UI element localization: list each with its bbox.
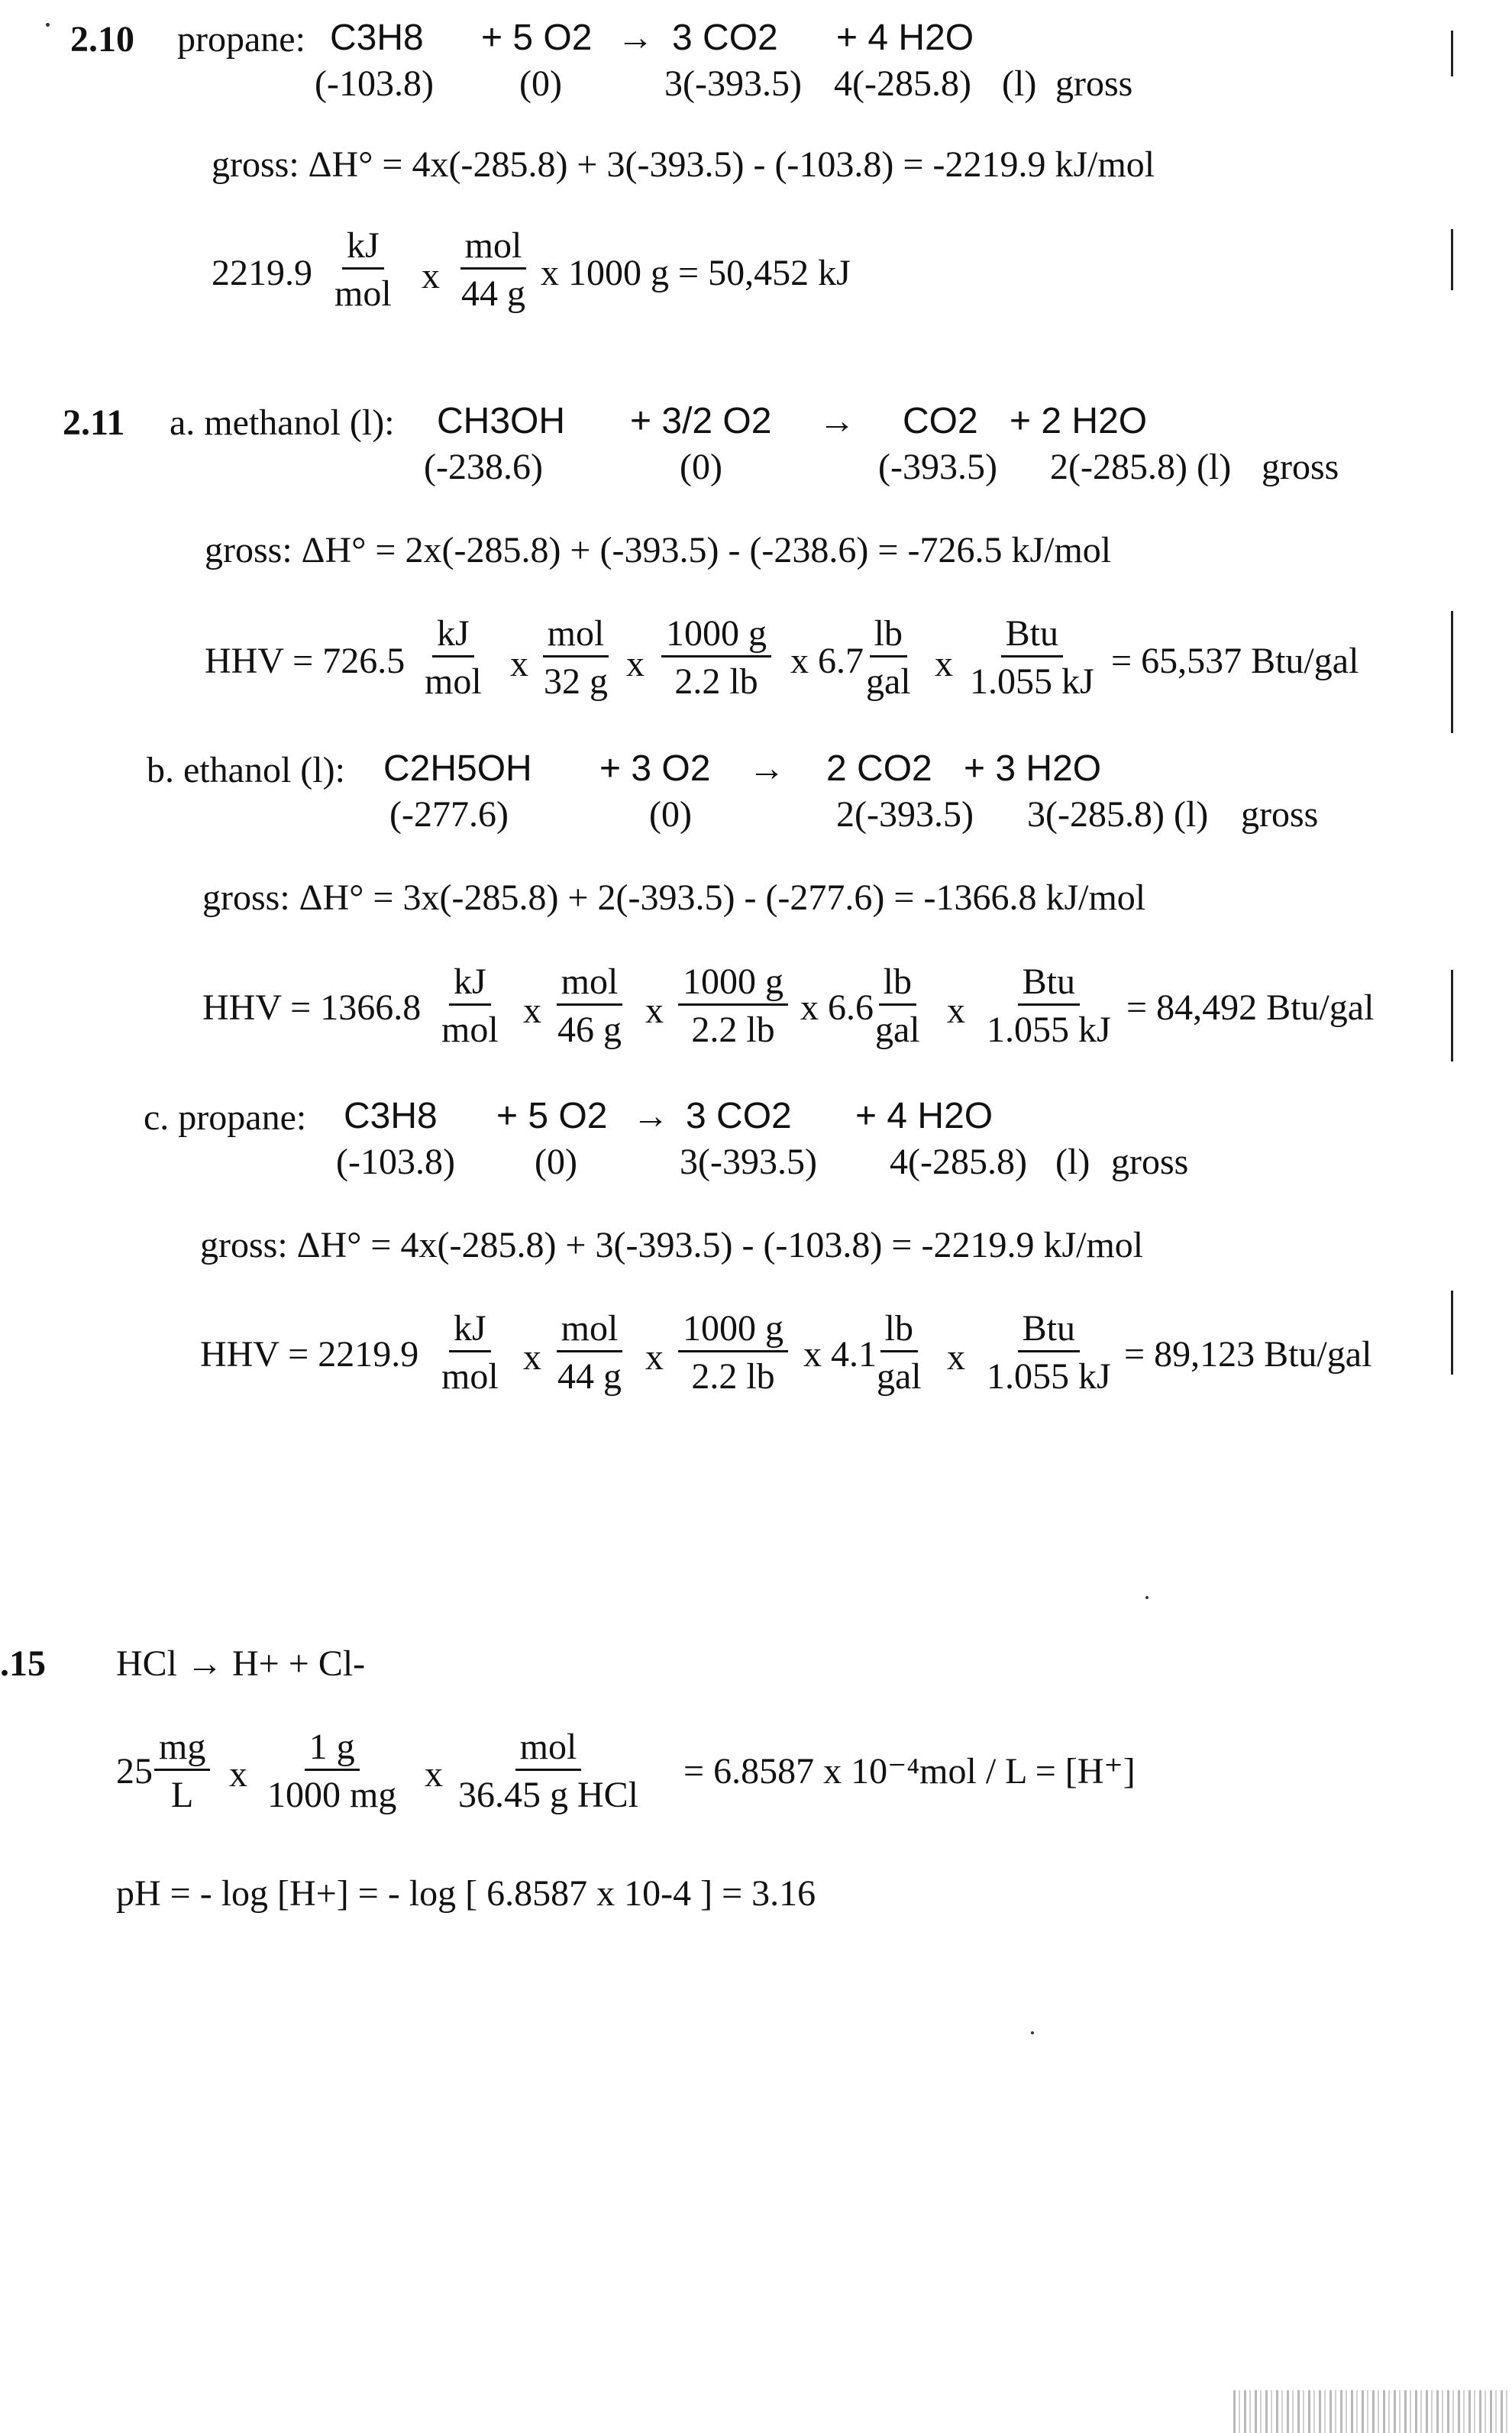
denominator: 44 g bbox=[557, 1356, 622, 1397]
oxygen-term: + 5 O2 bbox=[481, 18, 593, 58]
fraction-mol-per-g bbox=[539, 613, 612, 702]
denominator: mol bbox=[425, 661, 482, 702]
product-h2o: + 4 H2O bbox=[836, 18, 974, 58]
fraction-btu-per-kj bbox=[982, 1310, 1116, 1395]
denominator: 1.055 kJ bbox=[987, 1010, 1111, 1050]
scan-speck bbox=[1145, 1596, 1149, 1599]
fraction-kj-per-mol bbox=[437, 1310, 503, 1395]
scan-speck bbox=[46, 23, 50, 27]
numerator: kJ bbox=[342, 228, 384, 270]
scan-noise bbox=[1233, 2390, 1508, 2433]
enthalpy-value: 4(-285.8) bbox=[890, 1142, 1027, 1182]
gross-label: gross bbox=[1262, 447, 1339, 487]
multiply-sign: x bbox=[422, 256, 440, 296]
denominator: gal bbox=[877, 1356, 922, 1397]
hhv-result: = 65,537 Btu/gal bbox=[1111, 641, 1359, 681]
scan-edge-mark bbox=[1451, 31, 1453, 76]
multiply-sign: x bbox=[947, 990, 965, 1031]
scan-edge-mark bbox=[1451, 611, 1453, 733]
hhv-result: = 89,123 Btu/gal bbox=[1124, 1334, 1372, 1375]
fraction-g-per-lb bbox=[678, 1310, 788, 1395]
scan-edge-mark bbox=[1451, 1291, 1453, 1375]
fraction-mol-per-g bbox=[457, 225, 530, 314]
fraction-mg-per-l bbox=[154, 1729, 210, 1814]
enthalpy-value: (-393.5) bbox=[878, 447, 997, 487]
fraction-lb-per-gal bbox=[861, 613, 916, 702]
density-factor: x 4.1 bbox=[803, 1334, 877, 1375]
phase-label: (l) bbox=[1002, 63, 1037, 104]
gross-label: gross bbox=[1241, 794, 1319, 835]
product-co2: 3 CO2 bbox=[672, 18, 778, 58]
enthalpy-value: 4(-285.8) bbox=[834, 63, 971, 104]
oxygen-term: + 5 O2 bbox=[496, 1096, 608, 1136]
multiply-sign: x bbox=[510, 644, 528, 684]
oxygen-term: + 3/2 O2 bbox=[630, 401, 772, 441]
multiply-sign: x bbox=[626, 644, 645, 684]
hhv-result: = 84,492 Btu/gal bbox=[1126, 987, 1375, 1028]
numerator: lb bbox=[870, 616, 907, 658]
compound-label: c. propane: bbox=[144, 1097, 307, 1138]
reaction-arrow: → bbox=[748, 748, 785, 789]
hhv-lead: HHV = 1366.8 bbox=[202, 987, 422, 1028]
denominator: mol bbox=[441, 1010, 499, 1050]
denominator: 46 g bbox=[557, 1010, 622, 1050]
denominator: gal bbox=[866, 661, 911, 702]
product-h2o: + 2 H2O bbox=[1010, 401, 1148, 441]
density-factor: x 6.7 bbox=[790, 641, 864, 681]
fraction-g-per-lb bbox=[661, 613, 771, 702]
denominator: mol bbox=[441, 1356, 499, 1397]
numerator: kJ bbox=[449, 964, 491, 1006]
enthalpy-value: (-103.8) bbox=[315, 63, 434, 104]
fraction-mol-per-g-hcl bbox=[454, 1729, 643, 1814]
numerator: lb bbox=[879, 964, 916, 1006]
denominator: mol bbox=[334, 273, 392, 314]
problem-number: 2.11 bbox=[63, 402, 125, 443]
numerator: mg bbox=[154, 1729, 210, 1771]
enthalpy-value: (0) bbox=[519, 63, 562, 104]
hhv-lead: HHV = 726.5 bbox=[205, 641, 405, 681]
fraction-kj-per-mol bbox=[437, 961, 503, 1050]
hhv-lead: HHV = 2219.9 bbox=[200, 1334, 419, 1375]
fraction-kj-per-mol bbox=[330, 225, 396, 314]
numerator: kJ bbox=[449, 1310, 491, 1352]
gross-label: gross bbox=[1111, 1142, 1189, 1182]
enthalpy-value: 2(-285.8) (l) bbox=[1050, 447, 1232, 487]
product-h2o: + 4 H2O bbox=[855, 1096, 993, 1136]
reactant: C3H8 bbox=[344, 1096, 438, 1136]
enthalpy-value: (0) bbox=[535, 1142, 577, 1182]
fraction-lb-per-gal bbox=[872, 1310, 926, 1395]
product-co2: CO2 bbox=[903, 401, 978, 441]
reactant: CH3OH bbox=[437, 401, 566, 441]
scan-edge-mark bbox=[1451, 970, 1453, 1061]
reactant: C3H8 bbox=[330, 18, 424, 58]
calc-lead: 2219.9 bbox=[212, 253, 312, 293]
compound-label: b. ethanol (l): bbox=[147, 750, 345, 790]
denominator: 44 g bbox=[461, 273, 525, 314]
multiply-sign: x bbox=[645, 990, 664, 1031]
enthalpy-value: 3(-393.5) bbox=[664, 63, 802, 104]
fraction-btu-per-kj bbox=[982, 961, 1116, 1050]
enthalpy-value: 3(-393.5) bbox=[680, 1142, 817, 1182]
denominator: 1.055 kJ bbox=[970, 661, 1094, 702]
multiply-sign: x bbox=[523, 990, 541, 1031]
gross-label: gross bbox=[1055, 63, 1133, 104]
numerator: mol bbox=[460, 228, 527, 270]
enthalpy-value: (0) bbox=[649, 794, 692, 835]
multiply-sign: x bbox=[645, 1337, 664, 1378]
denominator: 2.2 lb bbox=[674, 661, 758, 702]
numerator: mol bbox=[557, 964, 623, 1006]
numerator: lb bbox=[880, 1310, 918, 1352]
denominator: 1000 mg bbox=[267, 1775, 397, 1815]
product-co2: 3 CO2 bbox=[686, 1096, 792, 1136]
numerator: Btu bbox=[1018, 1310, 1080, 1352]
numerator: Btu bbox=[1018, 964, 1080, 1006]
oxygen-term: + 3 O2 bbox=[599, 748, 711, 789]
gross-enthalpy-equation: gross: ΔH° = 4x(-285.8) + 3(-393.5) - (-103.8) = -2219.9 kJ/mol bbox=[212, 144, 1155, 185]
numerator: kJ bbox=[432, 616, 474, 658]
concentration-result: = 6.8587 x 10⁻⁴mol / L = [H⁺] bbox=[683, 1751, 1136, 1792]
calc-lead: 25 bbox=[116, 1751, 153, 1792]
fraction-btu-per-kj bbox=[965, 613, 1099, 702]
multiply-sign: x bbox=[425, 1754, 443, 1795]
denominator: L bbox=[171, 1775, 194, 1815]
calc-result: x 1000 g = 50,452 kJ bbox=[541, 253, 851, 293]
fraction-g-per-lb bbox=[678, 961, 788, 1050]
enthalpy-value: (0) bbox=[680, 447, 722, 487]
dissociation-equation: HCl → H+ + Cl- bbox=[116, 1643, 366, 1684]
enthalpy-value: (-103.8) bbox=[336, 1142, 455, 1182]
reaction-arrow: → bbox=[819, 401, 855, 441]
fraction-mol-per-g bbox=[553, 1310, 626, 1395]
ph-equation: pH = - log [H+] = - log [ 6.8587 x 10-4 ] = 3.16 bbox=[116, 1873, 816, 1914]
numerator: Btu bbox=[1001, 616, 1063, 658]
problem-number: .15 bbox=[0, 1643, 46, 1684]
gross-enthalpy-equation: gross: ΔH° = 2x(-285.8) + (-393.5) - (-238.6) = -726.5 kJ/mol bbox=[205, 530, 1112, 570]
reaction-arrow: → bbox=[617, 18, 654, 58]
multiply-sign: x bbox=[935, 644, 953, 684]
multiply-sign: x bbox=[229, 1754, 247, 1795]
fraction-g-per-mg bbox=[263, 1729, 401, 1814]
compound-label: propane: bbox=[177, 19, 305, 60]
enthalpy-value: 2(-393.5) bbox=[836, 794, 974, 835]
numerator: mol bbox=[557, 1310, 623, 1352]
reaction-arrow: → bbox=[632, 1096, 669, 1136]
denominator: 36.45 g HCl bbox=[458, 1775, 639, 1815]
product-h2o: + 3 H2O bbox=[964, 748, 1102, 789]
scan-speck bbox=[1031, 2031, 1034, 2034]
numerator: mol bbox=[543, 616, 609, 658]
scan-edge-mark bbox=[1451, 229, 1453, 290]
numerator: 1000 g bbox=[661, 616, 771, 658]
numerator: 1 g bbox=[305, 1729, 360, 1771]
reactant: C2H5OH bbox=[383, 748, 532, 789]
density-factor: x 6.6 bbox=[800, 987, 874, 1028]
multiply-sign: x bbox=[947, 1337, 965, 1378]
multiply-sign: x bbox=[523, 1337, 541, 1378]
denominator: 32 g bbox=[544, 661, 608, 702]
numerator: 1000 g bbox=[678, 1310, 788, 1352]
compound-label: a. methanol (l): bbox=[170, 402, 395, 443]
enthalpy-value: (-238.6) bbox=[424, 447, 543, 487]
denominator: 2.2 lb bbox=[691, 1356, 775, 1397]
fraction-lb-per-gal bbox=[871, 961, 925, 1050]
fraction-mol-per-g bbox=[553, 961, 626, 1050]
denominator: 1.055 kJ bbox=[987, 1356, 1111, 1397]
denominator: gal bbox=[875, 1010, 920, 1050]
denominator: 2.2 lb bbox=[691, 1010, 775, 1050]
product-co2: 2 CO2 bbox=[826, 748, 932, 789]
gross-enthalpy-equation: gross: ΔH° = 3x(-285.8) + 2(-393.5) - (-277.6) = -1366.8 kJ/mol bbox=[202, 877, 1146, 918]
numerator: mol bbox=[515, 1729, 582, 1771]
fraction-kj-per-mol bbox=[420, 613, 486, 702]
gross-enthalpy-equation: gross: ΔH° = 4x(-285.8) + 3(-393.5) - (-103.8) = -2219.9 kJ/mol bbox=[200, 1225, 1144, 1265]
problem-number: 2.10 bbox=[70, 19, 134, 60]
numerator: 1000 g bbox=[678, 964, 788, 1006]
phase-label: (l) bbox=[1055, 1142, 1090, 1182]
enthalpy-value: 3(-285.8) (l) bbox=[1027, 794, 1209, 835]
enthalpy-value: (-277.6) bbox=[389, 794, 509, 835]
